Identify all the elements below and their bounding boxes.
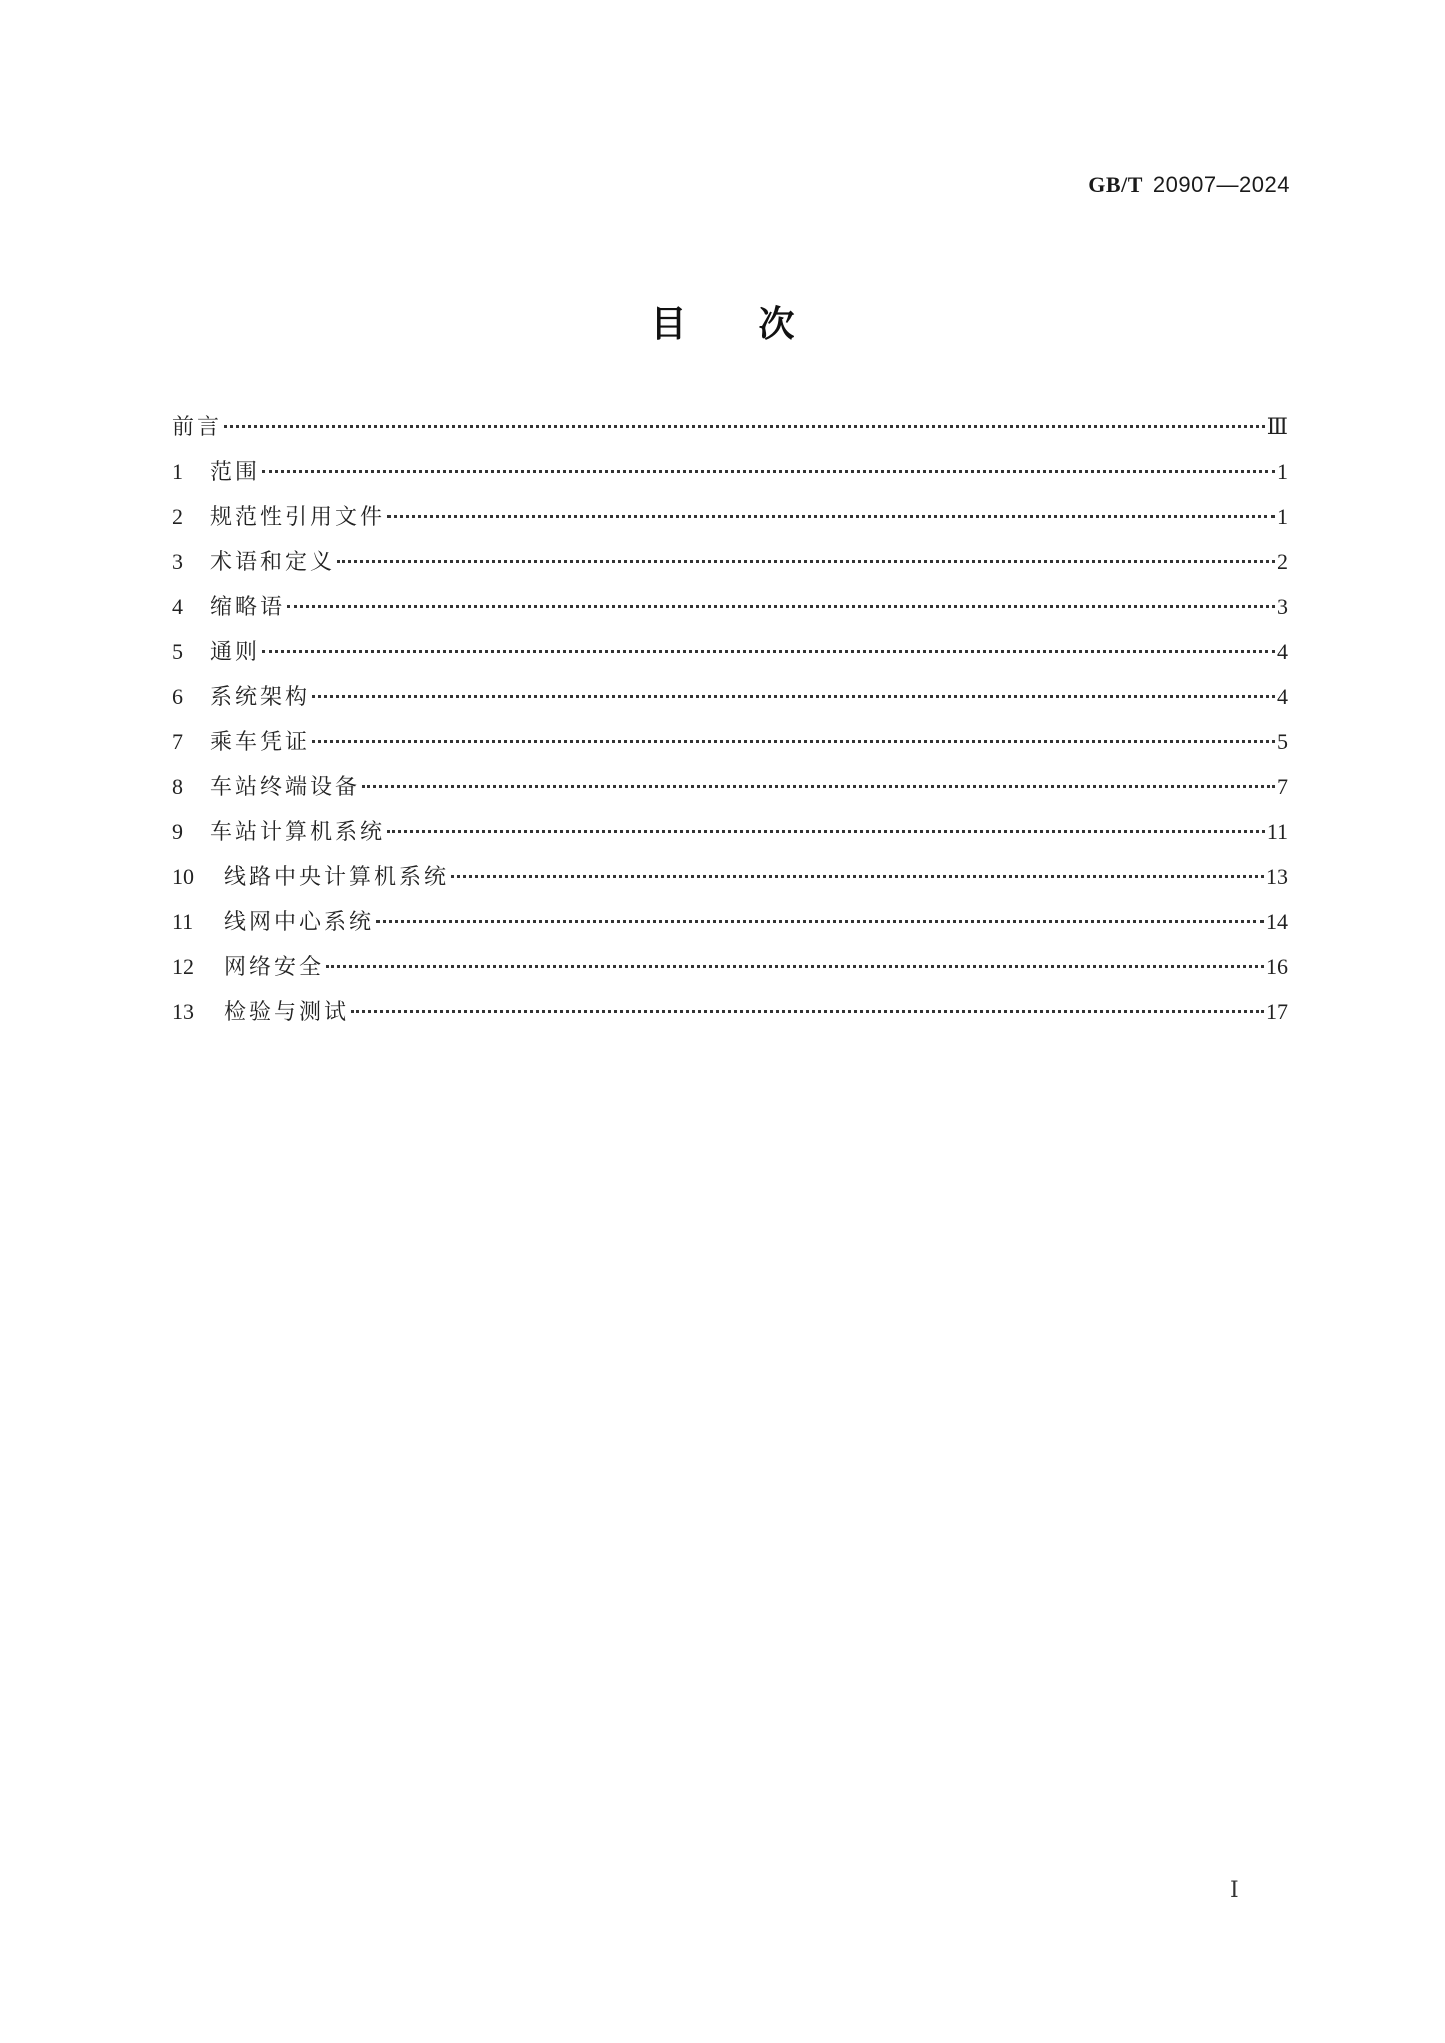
toc-entry-label: 前言 bbox=[172, 415, 223, 440]
toc-entry-number: 5 bbox=[172, 639, 183, 664]
toc-entry-1[interactable] bbox=[172, 455, 1288, 500]
toc-entry-6[interactable] bbox=[172, 680, 1288, 725]
toc-entry-number: 11 bbox=[172, 909, 194, 934]
toc-entry-label: 缩略语 bbox=[210, 595, 286, 620]
toc-entry-page: 5 bbox=[1277, 729, 1288, 754]
toc-entry-3[interactable] bbox=[172, 545, 1288, 590]
toc-entry-9[interactable] bbox=[172, 815, 1288, 860]
toc-entry-number: 7 bbox=[172, 729, 183, 754]
toc-entry-page: 1 bbox=[1277, 459, 1288, 484]
toc-dot-leader bbox=[387, 515, 1275, 518]
toc-entry-11[interactable] bbox=[172, 905, 1288, 950]
toc-entry-label: 车站计算机系统 bbox=[210, 820, 386, 845]
toc-entry-number: 12 bbox=[172, 954, 194, 979]
toc-dot-leader bbox=[351, 1010, 1264, 1013]
toc-entry-13[interactable] bbox=[172, 995, 1288, 1040]
toc-entry-label: 车站终端设备 bbox=[210, 775, 361, 800]
toc-entry-2[interactable] bbox=[172, 500, 1288, 545]
standard-prefix: GB/T bbox=[1088, 172, 1143, 197]
page-title bbox=[0, 296, 1445, 347]
toc-entry-page: 7 bbox=[1277, 774, 1288, 799]
toc-entry-number: 10 bbox=[172, 864, 194, 889]
toc-dot-leader bbox=[262, 650, 1275, 653]
table-of-contents bbox=[172, 410, 1288, 1040]
toc-entry-7[interactable] bbox=[172, 725, 1288, 770]
toc-entry-number: 4 bbox=[172, 594, 183, 619]
toc-entry-number: 8 bbox=[172, 774, 183, 799]
toc-entry-8[interactable] bbox=[172, 770, 1288, 815]
toc-dot-leader bbox=[287, 605, 1275, 608]
toc-dot-leader bbox=[387, 830, 1265, 833]
title-char-1: 目 bbox=[650, 304, 687, 345]
toc-entry-label: 网络安全 bbox=[224, 955, 325, 980]
toc-entry-number: 13 bbox=[172, 999, 194, 1024]
toc-dot-leader bbox=[337, 560, 1275, 563]
toc-entry-page: 4 bbox=[1277, 684, 1288, 709]
toc-entry-page: 3 bbox=[1277, 594, 1288, 619]
toc-entry-4[interactable] bbox=[172, 590, 1288, 635]
toc-entry-label: 术语和定义 bbox=[210, 550, 336, 575]
toc-entry-page: 11 bbox=[1266, 819, 1288, 844]
toc-entry-label: 乘车凭证 bbox=[210, 730, 311, 755]
toc-entry-number: 3 bbox=[172, 549, 183, 574]
toc-entry-foreword[interactable] bbox=[172, 410, 1288, 455]
toc-entry-page: 13 bbox=[1266, 864, 1288, 889]
toc-entry-number: 9 bbox=[172, 819, 183, 844]
toc-entry-page: 4 bbox=[1277, 639, 1288, 664]
toc-entry-12[interactable] bbox=[172, 950, 1288, 995]
toc-dot-leader bbox=[312, 695, 1275, 698]
toc-entry-page: 17 bbox=[1266, 999, 1288, 1024]
toc-entry-label: 检验与测试 bbox=[224, 1000, 350, 1025]
toc-entry-label: 线路中央计算机系统 bbox=[224, 865, 450, 890]
toc-dot-leader bbox=[224, 425, 1265, 428]
standard-code bbox=[1088, 172, 1290, 198]
toc-dot-leader bbox=[312, 740, 1275, 743]
toc-entry-number: 6 bbox=[172, 684, 183, 709]
toc-entry-label: 系统架构 bbox=[210, 685, 311, 710]
toc-entry-5[interactable] bbox=[172, 635, 1288, 680]
toc-entry-number: 1 bbox=[172, 459, 183, 484]
toc-entry-label: 范围 bbox=[210, 460, 261, 485]
toc-entry-label: 规范性引用文件 bbox=[210, 505, 386, 530]
page-number: Ⅰ bbox=[1230, 1877, 1239, 1902]
toc-dot-leader bbox=[376, 920, 1264, 923]
toc-entry-page: 16 bbox=[1266, 954, 1288, 979]
toc-entry-page: Ⅲ bbox=[1266, 414, 1288, 439]
toc-dot-leader bbox=[262, 470, 1275, 473]
toc-entry-10[interactable] bbox=[172, 860, 1288, 905]
toc-dot-leader bbox=[451, 875, 1264, 878]
standard-number: 20907—2024 bbox=[1152, 172, 1290, 197]
toc-entry-number: 2 bbox=[172, 504, 183, 529]
toc-entry-page: 2 bbox=[1277, 549, 1288, 574]
toc-entry-label: 通则 bbox=[210, 640, 261, 665]
toc-dot-leader bbox=[326, 965, 1264, 968]
toc-entry-label: 线网中心系统 bbox=[224, 910, 375, 935]
toc-dot-leader bbox=[362, 785, 1275, 788]
title-char-2: 次 bbox=[758, 304, 795, 345]
toc-entry-page: 1 bbox=[1277, 504, 1288, 529]
toc-entry-page: 14 bbox=[1266, 909, 1288, 934]
